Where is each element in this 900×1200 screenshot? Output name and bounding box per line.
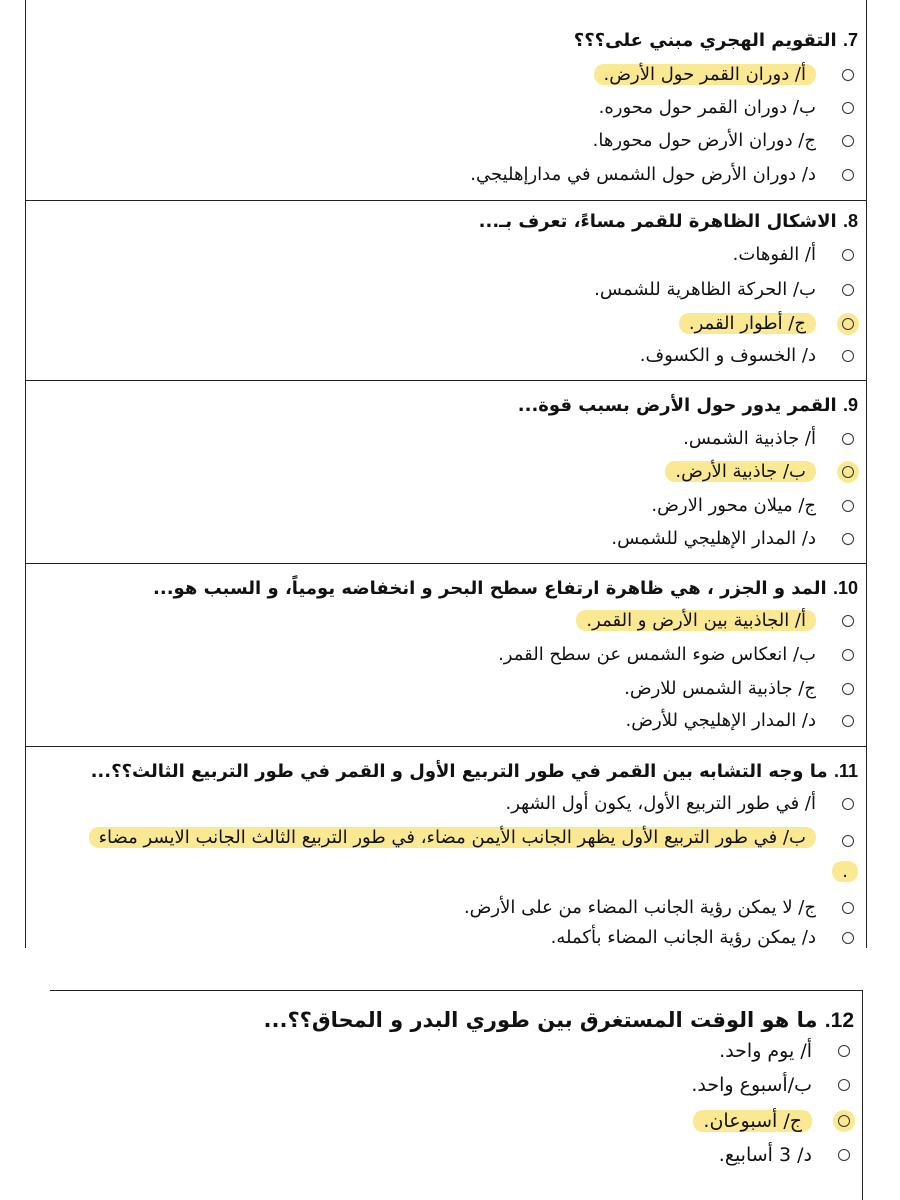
radio-icon[interactable] [838, 1115, 850, 1127]
radio-icon[interactable] [842, 466, 854, 478]
radio-icon[interactable] [842, 932, 854, 944]
option-text: د/ المدار الإهليجي للشمس. [611, 528, 816, 549]
radio-icon[interactable] [842, 69, 854, 81]
question-title [264, 1008, 854, 1033]
option-b[interactable] [594, 279, 858, 300]
option-d[interactable] [551, 927, 858, 948]
radio-icon[interactable] [838, 1079, 850, 1091]
option-text: د/ الخسوف و الكسوف. [639, 345, 816, 366]
question-number: 7. [842, 30, 858, 50]
radio-icon[interactable] [842, 715, 854, 727]
option-d[interactable] [626, 710, 858, 731]
radio-icon[interactable] [842, 798, 854, 810]
option-a[interactable] [594, 64, 858, 85]
option-text: ب/أسبوع واحد. [691, 1074, 812, 1096]
radio-icon[interactable] [842, 249, 854, 261]
radio-icon[interactable] [842, 169, 854, 181]
option-b[interactable] [691, 1074, 854, 1096]
question-text: التقويم الهجري مبني على؟؟؟ [573, 30, 837, 51]
option-a[interactable] [576, 610, 858, 631]
question-block-10 [26, 563, 866, 747]
radio-icon[interactable] [842, 433, 854, 445]
option-text: ج/ جاذبية الشمس للارض. [624, 678, 816, 699]
radio-icon[interactable] [838, 1149, 850, 1161]
option-text: د/ المدار الإهليجي للأرض. [625, 710, 816, 731]
question-block-12 [50, 990, 863, 1200]
radio-icon[interactable] [842, 284, 854, 296]
option-c[interactable] [593, 130, 858, 151]
question-number: 9. [842, 395, 858, 415]
option-d[interactable] [611, 528, 858, 549]
option-text: ب/ جاذبية الأرض. [665, 461, 816, 482]
option-text: أ/ دوران القمر حول الأرض. [594, 64, 816, 85]
option-text: أ/ يوم واحد. [719, 1040, 812, 1062]
option-a[interactable] [683, 428, 858, 449]
radio-icon[interactable] [838, 1045, 850, 1057]
option-text: د/ دوران الأرض حول الشمس في مدارإهليجي. [470, 164, 816, 185]
option-text: د/ 3 أسابيع. [718, 1144, 812, 1166]
question-text: الاشكال الظاهرة للقمر مساءً، تعرف بـ... [478, 211, 837, 232]
option-b[interactable] [498, 644, 858, 665]
option-text: أ/ في طور التربيع الأول، يكون أول الشهر. [505, 793, 816, 814]
option-text: ج/ أسبوعان. [693, 1110, 812, 1132]
question-title [518, 395, 858, 416]
radio-icon[interactable] [842, 102, 854, 114]
option-text: ج/ لا يمكن رؤية الجانب المضاء من على الأرض. [463, 897, 816, 918]
option-c[interactable] [693, 1110, 854, 1132]
question-number: 12. [824, 1009, 854, 1032]
divider [50, 990, 862, 991]
option-text: ب/ دوران القمر حول محوره. [598, 97, 816, 118]
radio-icon[interactable] [842, 533, 854, 545]
option-b[interactable] [599, 97, 858, 118]
option-a[interactable] [733, 244, 858, 265]
question-text: ما هو الوقت المستغرق بين طوري البدر و المحاق؟؟... [263, 1008, 818, 1032]
question-text: القمر يدور حول الأرض بسبب قوة... [517, 395, 837, 416]
quiz-sheet [25, 0, 867, 948]
option-d[interactable] [719, 1144, 854, 1166]
question-text: المد و الجزر ، هي ظاهرة ارتفاع سطح البحر و انخفاضه يومياً، و السبب هو... [153, 578, 827, 599]
option-d[interactable] [640, 345, 858, 366]
question-block-11 [26, 746, 866, 949]
option-a[interactable] [719, 1040, 854, 1062]
option-text: ج/ أطوار القمر. [679, 313, 816, 334]
question-number: 8. [842, 211, 858, 231]
question-title [574, 30, 858, 51]
option-text: ب/ في طور التربيع الأول يظهر الجانب الأيمن مضاء، في طور التربيع الثالث الجانب الايسر مضاء . [89, 827, 858, 882]
radio-icon[interactable] [842, 649, 854, 661]
option-text: ج/ دوران الأرض حول محورها. [592, 130, 816, 151]
option-text: ج/ ميلان محور الارض. [651, 495, 816, 516]
option-text: ب/ الحركة الظاهرية للشمس. [594, 279, 816, 300]
radio-icon[interactable] [842, 835, 854, 847]
radio-icon[interactable] [842, 500, 854, 512]
option-c[interactable] [624, 678, 858, 699]
question-text: ما وجه التشابه بين القمر في طور التربيع الأول و القمر في طور التربيع الثالث؟؟... [90, 761, 828, 782]
option-c[interactable] [679, 313, 858, 334]
radio-icon[interactable] [842, 615, 854, 627]
option-a[interactable] [506, 793, 859, 814]
option-b[interactable] [98, 821, 858, 889]
question-title [479, 211, 858, 232]
question-block-9 [26, 380, 866, 564]
option-d[interactable] [470, 164, 858, 185]
option-text: أ/ الجاذبية بين الأرض و القمر. [576, 610, 816, 631]
question-number: 10. [832, 578, 858, 598]
question-number: 11. [833, 761, 858, 781]
option-b[interactable] [665, 461, 858, 482]
option-text: أ/ جاذبية الشمس. [683, 428, 816, 449]
radio-icon[interactable] [842, 318, 854, 330]
question-title [153, 578, 858, 599]
radio-icon[interactable] [842, 683, 854, 695]
question-title [91, 761, 858, 782]
option-text: د/ يمكن رؤية الجانب المضاء بأكمله. [550, 927, 816, 948]
radio-icon[interactable] [842, 135, 854, 147]
radio-icon[interactable] [842, 902, 854, 914]
option-text: أ/ الفوهات. [732, 244, 816, 265]
question-block-7 [26, 0, 866, 200]
option-text: ب/ انعكاس ضوء الشمس عن سطح القمر. [498, 644, 816, 665]
option-c[interactable] [651, 495, 858, 516]
radio-icon[interactable] [842, 350, 854, 362]
question-block-8 [26, 200, 866, 381]
option-c[interactable] [464, 897, 858, 918]
